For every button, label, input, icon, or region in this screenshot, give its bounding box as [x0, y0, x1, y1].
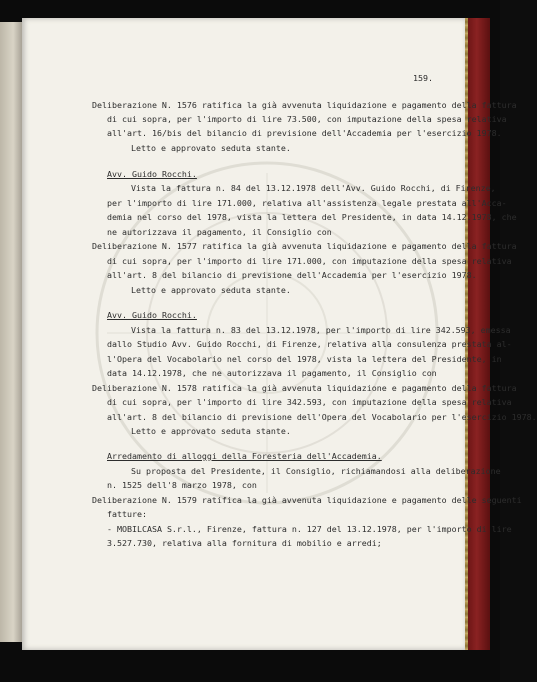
- document-page: [22, 18, 537, 650]
- text-line: all'art. 16/bis del bilancio di previsione dell'Accademia per l'esercizio 1978.: [107, 128, 502, 138]
- text-line: Letto e approvato seduta stante.: [131, 143, 291, 153]
- text-line: di cui sopra, per l'importo di lire 171.000, con imputazione della spesa relativa: [107, 256, 512, 266]
- text-line: dallo Studio Avv. Guido Rocchi, di Firenze, relativa alla consulenza prestata al-: [107, 339, 512, 349]
- text-line: Deliberazione N. 1578 ratifica la già avvenuta liquidazione e pagamento della fattura: [92, 383, 517, 393]
- text-line: di cui sopra, per l'importo di lire 342.593, con imputazione della spesa relativa: [107, 397, 512, 407]
- document-text: [22, 18, 537, 650]
- text-line: Vista la fattura n. 83 del 13.12.1978, per l'importo di lire 342.593, emessa: [131, 325, 511, 335]
- text-line: di cui sopra, per l'importo di lire 73.500, con imputazione della spesa relativa: [107, 114, 507, 124]
- section-heading: Arredamento di alloggi della Foresteria dell'Accademia.: [107, 451, 382, 461]
- text-line: Deliberazione N. 1576 ratifica la già avvenuta liquidazione e pagamento della fattura: [92, 100, 517, 110]
- text-line: all'art. 8 del bilancio di previsione dell'Accademia per l'esercizio 1978.: [107, 270, 477, 280]
- text-line: Su proposta del Presidente, il Consiglio, richiamandosi alla deliberazione: [131, 466, 501, 476]
- page-number: 159.: [413, 73, 433, 83]
- text-line: - MOBILCASA S.r.l., Firenze, fattura n. 127 del 13.12.1978, per l'importo di lire: [107, 524, 512, 534]
- text-line: n. 1525 dell'8 marzo 1978, con: [107, 480, 257, 490]
- text-line: 3.527.730, relativa alla fornitura di mobilio e arredi;: [107, 538, 382, 548]
- text-line: l'Opera del Vocabolario nel corso del 1978, vista la lettera del Presidente, in: [107, 354, 502, 364]
- text-line: all'art. 8 del bilancio di previsione dell'Opera del Vocabolario per l'esercizio 1978.: [107, 412, 537, 422]
- text-line: ne autorizzava il pagamento, il Consiglio con: [107, 227, 332, 237]
- text-line: Deliberazione N. 1579 ratifica la già avvenuta liquidazione e pagamento delle seguenti: [92, 495, 522, 505]
- text-line: demia nel corso del 1978, vista la lettera del Presidente, in data 14.12.1978, che: [107, 212, 517, 222]
- text-line: Vista la fattura n. 84 del 13.12.1978 dell'Avv. Guido Rocchi, di Firenze,: [131, 183, 496, 193]
- text-line: Letto e approvato seduta stante.: [131, 426, 291, 436]
- text-line: Deliberazione N. 1577 ratifica la già avvenuta liquidazione e pagamento della fattura: [92, 241, 517, 251]
- previous-page-edge: [0, 22, 22, 642]
- text-line: fatture:: [107, 509, 147, 519]
- text-line: Letto e approvato seduta stante.: [131, 285, 291, 295]
- section-heading: Avv. Guido Rocchi.: [107, 169, 197, 179]
- text-line: data 14.12.1978, che ne autorizzava il pagamento, il Consiglio con: [107, 368, 437, 378]
- text-line: per l'importo di lire 171.000, relativa all'assistenza legale prestata all'Acca-: [107, 198, 507, 208]
- section-heading: Avv. Guido Rocchi.: [107, 310, 197, 320]
